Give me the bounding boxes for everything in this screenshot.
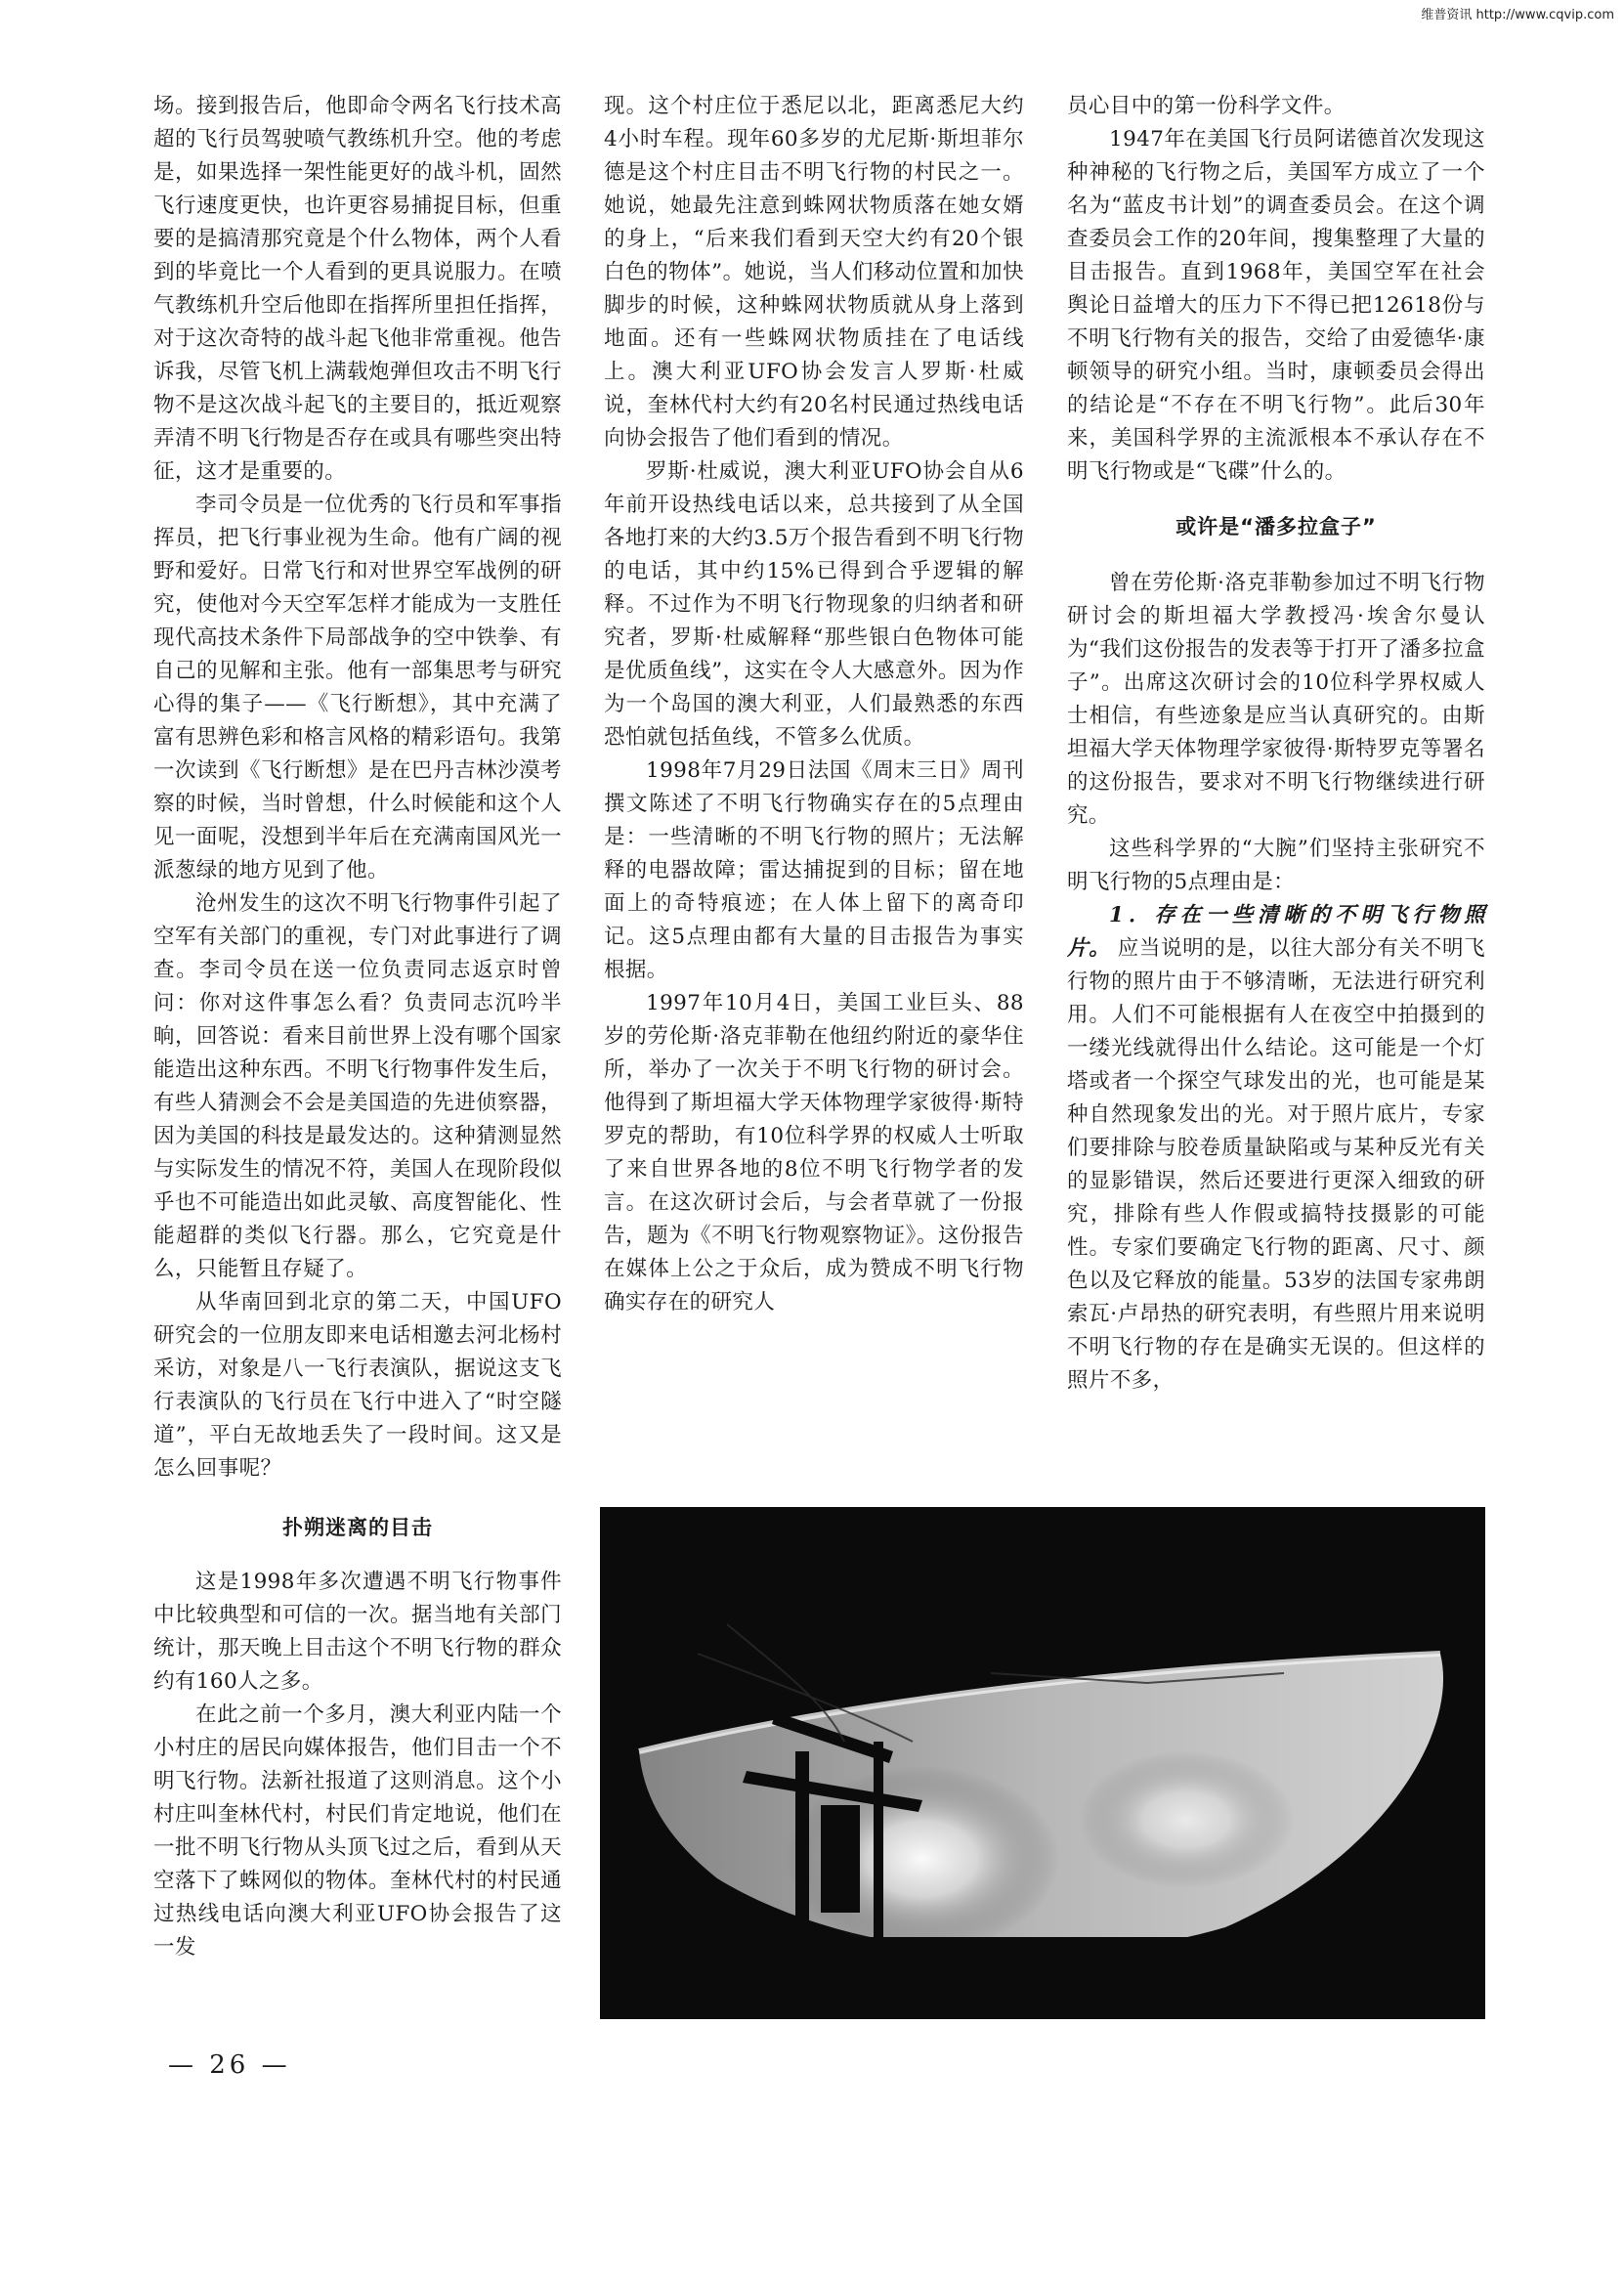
paragraph: 罗斯·杜威说，澳大利亚UFO协会自从6年前开设热线电话以来，总共接到了从全国各地打来的大约3.5万个报告看到不明飞行物的电话，其中约15%已得到合乎逻辑的解释。不过作为不明飞行物现象的归纳者和研究者，罗斯·杜威解释“那些银白色物体可能是优质鱼线”，这实在令人大感意外。因为作为一个岛国的澳大利亚，人们最熟悉的东西恐怕就包括鱼线，不管多么优质。 (604, 459, 1024, 750)
paragraph: 从华南回到北京的第二天，中国UFO研究会的一位朋友即来电话相邀去河北杨村采访，对象是八一飞行表演队，据说这支飞行表演队的飞行员在飞行中进入了“时空隧道”，平白无故地丢失了一段时间。这又是怎么回事呢？ (153, 1290, 562, 1481)
section-heading: 或许是“潘多拉盒子” (1175, 515, 1377, 539)
paragraph: 这是1998年多次遭遇不明飞行物事件中比较典型和可信的一次。据当地有关部门统计，那天晚上目击这个不明飞行物的群众约有160人之多。 (153, 1570, 562, 1694)
paragraph: 这些科学界的“大腕”们坚持主张研究不明飞行物的5点理由是： (1067, 837, 1485, 894)
paragraph: 李司令员是一位优秀的飞行员和军事指挥员，把飞行事业视为生命。他有广阔的视野和爱好。日常飞行和对世界空军战例的研究，使他对今天空军怎样才能成为一支胜任现代高技术条件下局部战争的空中铁拳、有自己的见解和主张。他有一部集思考与研究心得的集子——《飞行断想》，其中充满了富有思辨色彩和格言风格的精彩语句。我第一次读到《飞行断想》是在巴丹吉林沙漠考察的时候，当时曾想，什么时候能和这个人见一面呢，没想到半年后在充满南国风光一派葱绿的地方见到了他。 (153, 493, 562, 883)
paragraph: 现。这个村庄位于悉尼以北，距离悉尼大约4小时车程。现年60多岁的尤尼斯·斯坦菲尔德是这个村庄目击不明飞行物的村民之一。她说，她最先注意到蛛网状物质落在她女婿的身上，“后来我们看到天空大约有20个银白色的物体”。她说，当人们移动位置和加快脚步的时候，这种蛛网状物质就从身上落到地面。还有一些蛛网状物质挂在了电话线上。澳大利亚UFO协会发言人罗斯·杜威说，奎林代村大约有20名村民通过热线电话向协会报告了他们看到的情况。 (604, 94, 1024, 451)
numbered-point-lead: 1．存在一些清晰的不明飞行物照片。 (1067, 903, 1485, 961)
paragraph: 场。接到报告后，他即命令两名飞行技术高超的飞行员驾驶喷气教练机升空。他的考虑是，如果选择一架性能更好的战斗机，固然飞行速度更快，也许更容易捕捉目标，但重要的是搞清那究竟是个什么物体，两个人看到的毕竟比一个人看到的更具说服力。在喷气教练机升空后他即在指挥所里担任指挥，对于这次奇特的战斗起飞他非常重视。他告诉我，尽管飞机上满载炮弹但攻击不明飞行物不是这次战斗起飞的主要目的，抵近观察弄清不明飞行物是否存在或具有哪些突出特征，这才是重要的。 (153, 94, 562, 484)
paragraph: 1998年7月29日法国《周末三日》周刊撰文陈述了不明飞行物确实存在的5点理由是：一些清晰的不明飞行物的照片；无法解释的电器故障；雷达捕捉到的目标；留在地面上的奇特痕迹；在人体上留下的离奇印记。这5点理由都有大量的目击报告为事实根据。 (604, 758, 1024, 982)
night-photo (600, 1507, 1485, 2019)
source-watermark: 维普资讯 http://www.cqvip.com (1421, 8, 1614, 22)
paragraph: 1947年在美国飞行员阿诺德首次发现这种神秘的飞行物之后，美国军方成立了一个名为“蓝皮书计划”的调查委员会。在这个调查委员会工作的20年间，搜集整理了大量的目击报告。直到1968年，美国空军在社会舆论日益增大的压力下不得已把12618份与不明飞行物有关的报告，交给了由爱德华·康顿领导的研究小组。当时，康顿委员会得出的结论是“不存在不明飞行物”。此后30年来，美国科学界的主流派根本不承认存在不明飞行物或是“飞碟”什么的。 (1067, 127, 1485, 484)
paragraph-text: 应当说明的是，以往大部分有关不明飞行物的照片由于不够清晰，无法进行研究利用。人们不可能根据有人在夜空中拍摄到的一缕光线就得出什么结论。这可能是一个灯塔或者一个探空气球发出的光，也可能是某种自然现象发出的光。对于照片底片，专家们要排除与胶卷质量缺陷或与某种反光有关的显影错误，然后还要进行更深入细致的研究，排除有些人作假或搞特技摄影的可能性。专家们要确定飞行物的距离、尺寸、颜色以及它释放的能量。53岁的法国专家弗朗索瓦·卢昂热的研究表明，有些照片用来说明不明飞行物的存在是确实无误的。但这样的照片不多， (1067, 936, 1485, 1393)
paragraph: 沧州发生的这次不明飞行物事件引起了空军有关部门的重视，专门对此事进行了调查。李司令员在送一位负责同志返京时曾问：你对这件事怎么看？负责同志沉吟半晌，回答说：看来目前世界上没有哪个国家能造出这种东西。不明飞行物事件发生后，有些人猜测会不会是美国造的先进侦察器，因为美国的科技是最发达的。这种猜测显然与实际发生的情况不符，美国人在现阶段似乎也不可能造出如此灵敏、高度智能化、性能超群的类似飞行器。那么，它究竟是什么，只能暂且存疑了。 (153, 891, 562, 1281)
column-3 (1067, 90, 1485, 1398)
column-1 (153, 90, 562, 1964)
column-2 (604, 90, 1024, 1319)
paragraph: 1997年10月4日，美国工业巨头、88岁的劳伦斯·洛克菲勒在他纽约附近的豪华住所，举办了一次关于不明飞行物的研讨会。他得到了斯坦福大学天体物理学家彼得·斯特罗克的帮助，有10位科学界的权威人士听取了来自世界各地的8位不明飞行物学者的发言。在这次研讨会后，与会者草就了一份报告，题为《不明飞行物观察物证》。这份报告在媒体上公之于众后，成为赞成不明飞行物确实存在的研究人 (604, 991, 1024, 1314)
paragraph: 在此之前一个多月，澳大利亚内陆一个小村庄的居民向媒体报告，他们目击一个不明飞行物。法新社报道了这则消息。这个小村庄叫奎林代村，村民们肯定地说，他们在一批不明飞行物从头顶飞过之后，看到从天空落下了蛛网似的物体。奎林代村的村民通过热线电话向澳大利亚UFO协会报告了这一发 (153, 1702, 562, 1960)
ufo-photo-graphic (600, 1507, 1485, 2019)
paragraph (1067, 899, 1485, 1398)
page-number: — 26 — (168, 2050, 291, 2080)
paragraph: 曾在劳伦斯·洛克菲勒参加过不明飞行物研讨会的斯坦福大学教授冯·埃舍尔曼认为“我们这份报告的发表等于打开了潘多拉盒子”。出席这次研讨会的10位科学界权威人士相信，有些迹象是应当认真研究的。由斯坦福大学天体物理学家彼得·斯特罗克等署名的这份报告，要求对不明飞行物继续进行研究。 (1067, 571, 1485, 828)
paragraph: 员心目中的第一份科学文件。 (1067, 94, 1346, 118)
section-heading: 扑朔迷离的目击 (282, 1516, 433, 1539)
